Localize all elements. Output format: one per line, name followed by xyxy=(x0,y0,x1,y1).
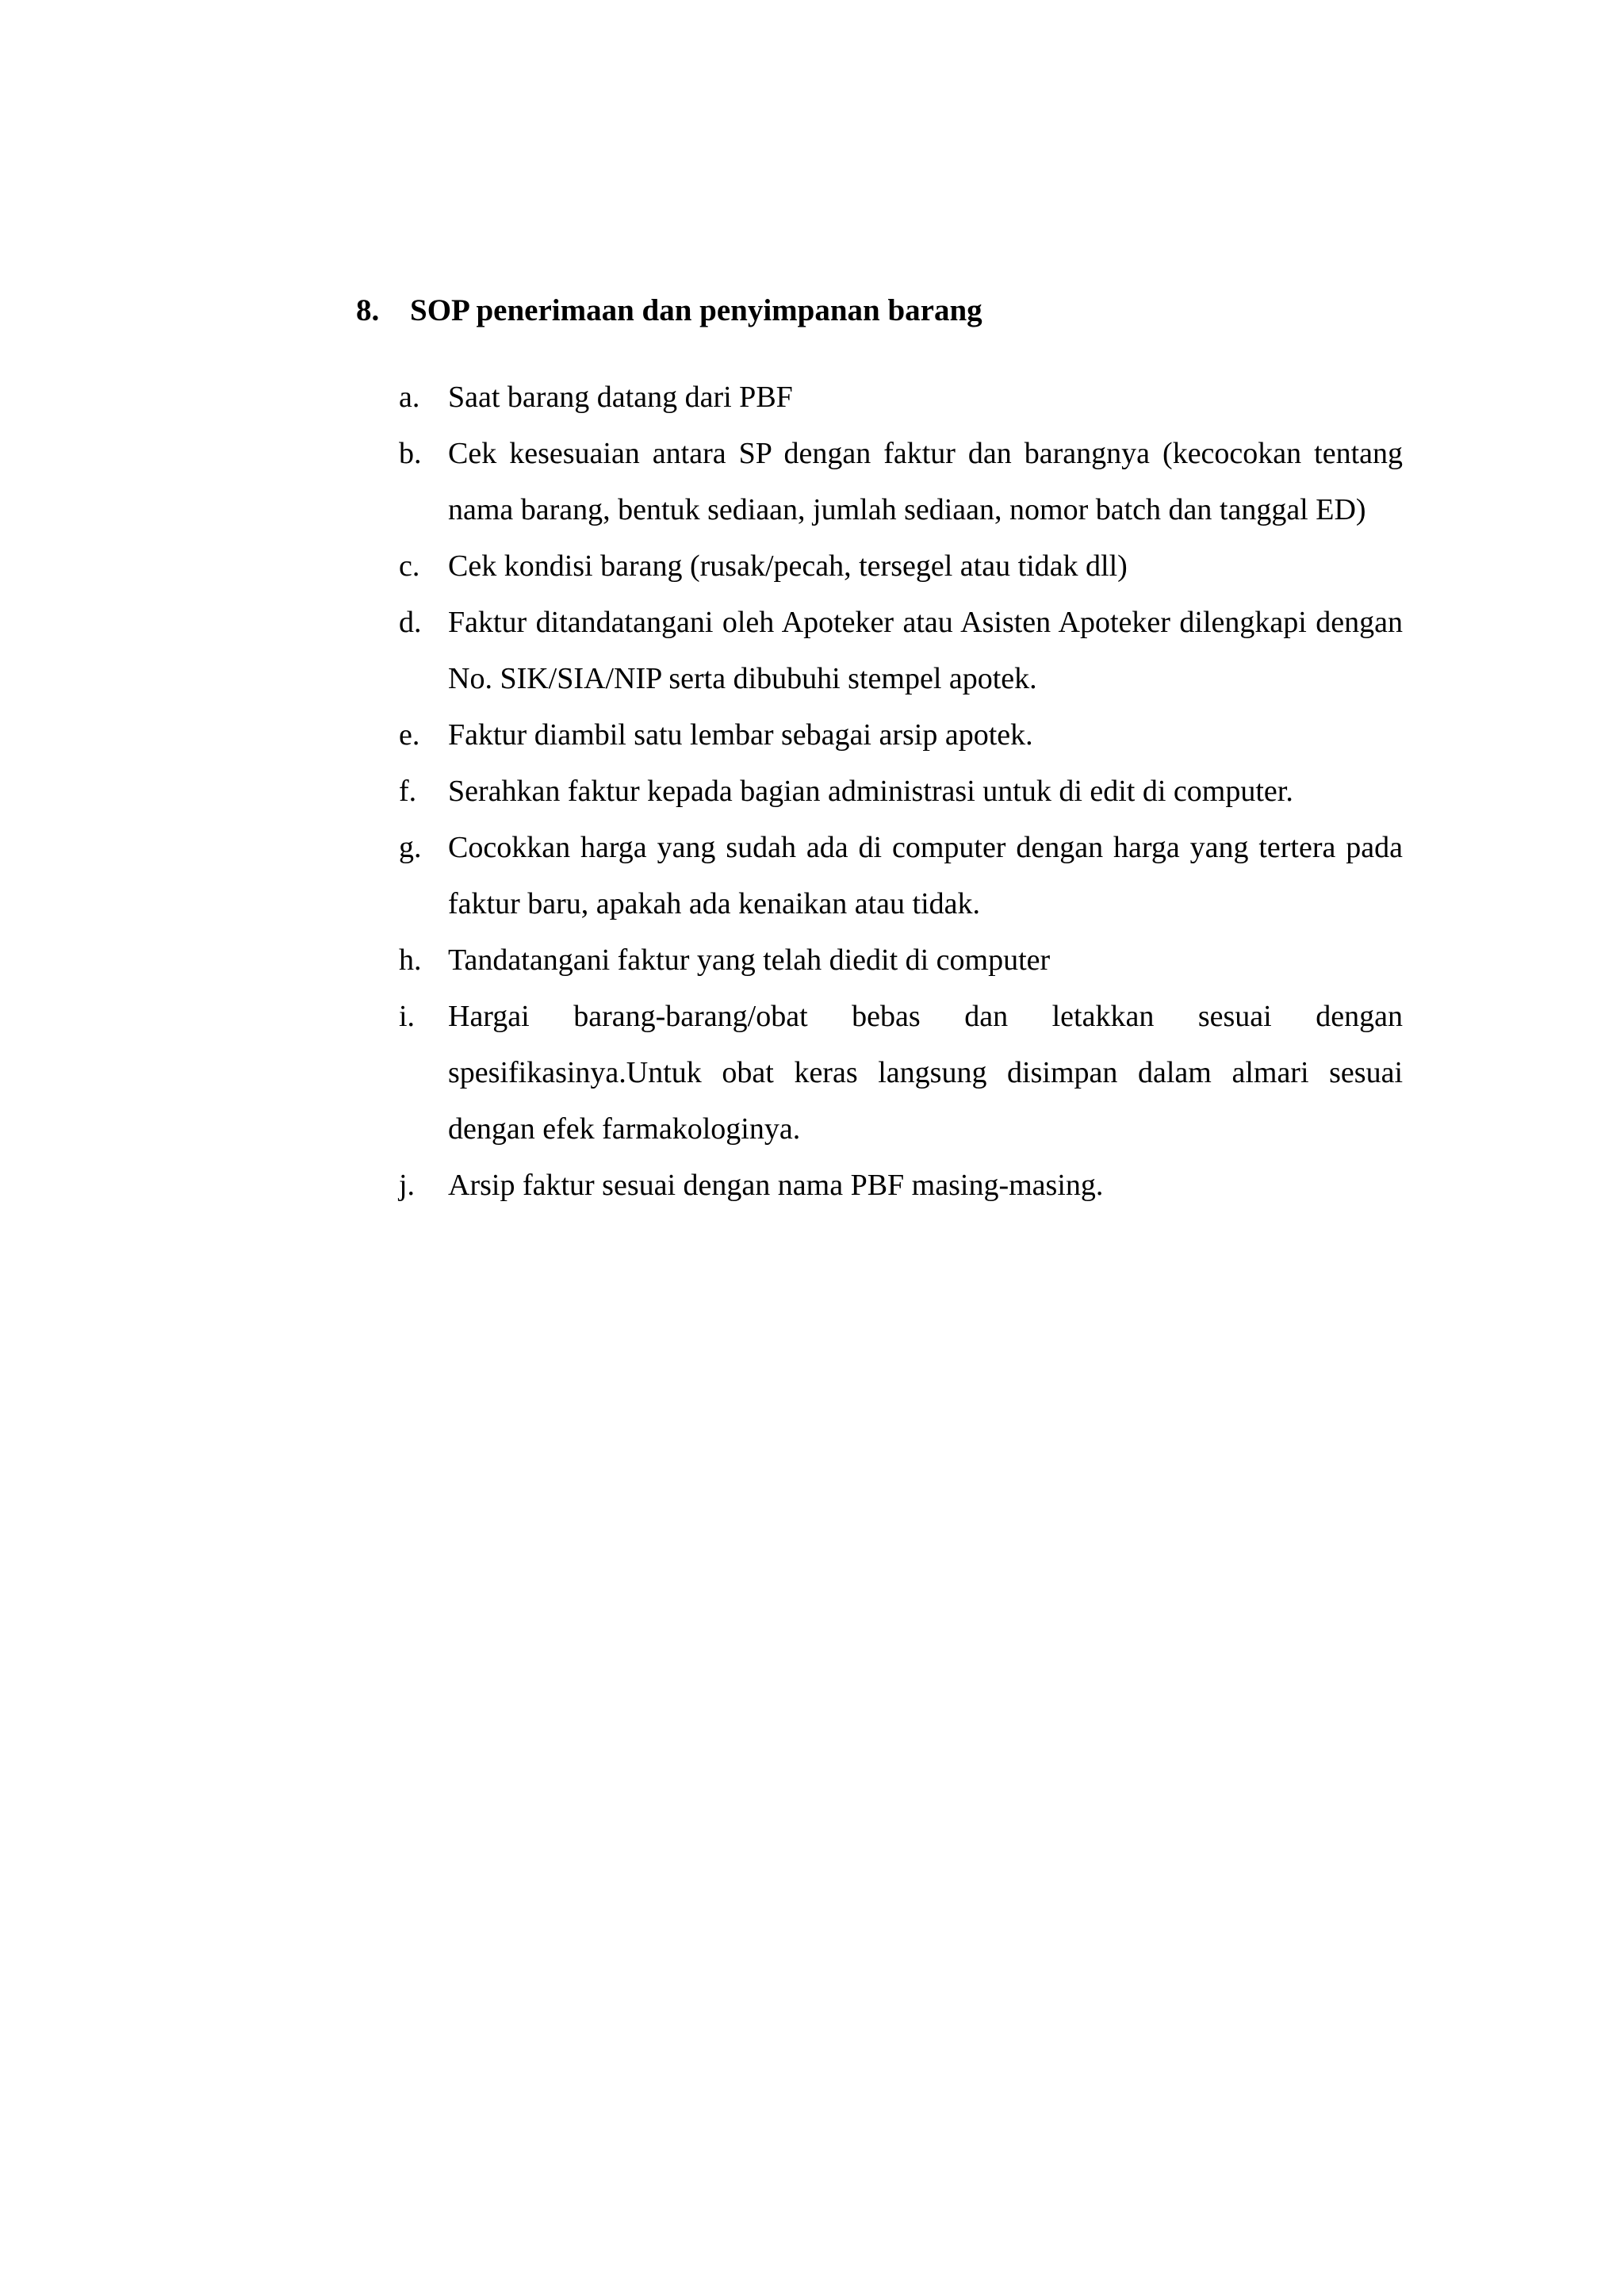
list-item xyxy=(399,820,1403,932)
section-heading xyxy=(356,287,1403,335)
list-item-marker: c. xyxy=(399,549,420,583)
sop-section xyxy=(356,287,1403,1214)
list-item-marker: i. xyxy=(399,1000,416,1033)
list-item-text: Tandatangani faktur yang telah diedit di computer xyxy=(448,943,1051,977)
list-item-text: Faktur ditandatangani oleh Apoteker atau Asisten Apoteker dilengkapi dengan No. SIK/SIA/NIP serta dibubuhi stempel apotek. xyxy=(448,606,1403,695)
list-item-marker: f. xyxy=(399,775,417,808)
list-item xyxy=(399,989,1403,1158)
section-title: SOP penerimaan dan penyimpanan barang xyxy=(410,293,982,327)
list-item xyxy=(399,538,1403,595)
list-item xyxy=(399,932,1403,989)
list-item xyxy=(399,763,1403,820)
list-item-text: Cek kesesuaian antara SP dengan faktur dan barangnya (kecocokan tentang nama barang, bentuk sediaan, jumlah sediaan, nomor batch dan tanggal ED) xyxy=(448,437,1403,526)
list-item xyxy=(399,1158,1403,1214)
list-item-marker: a. xyxy=(399,381,420,414)
list-item xyxy=(399,707,1403,763)
section-number: 8. xyxy=(356,293,380,327)
list-item xyxy=(399,426,1403,538)
list-item-marker: g. xyxy=(399,831,422,864)
list-item-text: Hargai barang-barang/obat bebas dan letakkan sesuai dengan spesifikasinya.Untuk obat keras langsung disimpan dalam almari sesuai dengan efek farmakologinya. xyxy=(448,1000,1403,1146)
list-item-marker: d. xyxy=(399,606,422,639)
list-item-marker: j. xyxy=(399,1169,416,1202)
list-item-text: Faktur diambil satu lembar sebagai arsip apotek. xyxy=(448,718,1033,752)
list-item-text: Saat barang datang dari PBF xyxy=(448,381,793,414)
list-item xyxy=(399,369,1403,426)
list-item-marker: h. xyxy=(399,943,422,977)
list-item-text: Cek kondisi barang (rusak/pecah, tersegel atau tidak dll) xyxy=(448,549,1128,583)
list-item-text: Arsip faktur sesuai dengan nama PBF masing-masing. xyxy=(448,1169,1104,1202)
list-item-text: Cocokkan harga yang sudah ada di computer dengan harga yang tertera pada faktur baru, apakah ada kenaikan atau tidak. xyxy=(448,831,1403,920)
list-item-text: Serahkan faktur kepada bagian administrasi untuk di edit di computer. xyxy=(448,775,1293,808)
list-item xyxy=(399,595,1403,707)
list-item-marker: b. xyxy=(399,437,422,470)
sop-steps-list xyxy=(356,369,1403,1214)
list-item-marker: e. xyxy=(399,718,420,752)
